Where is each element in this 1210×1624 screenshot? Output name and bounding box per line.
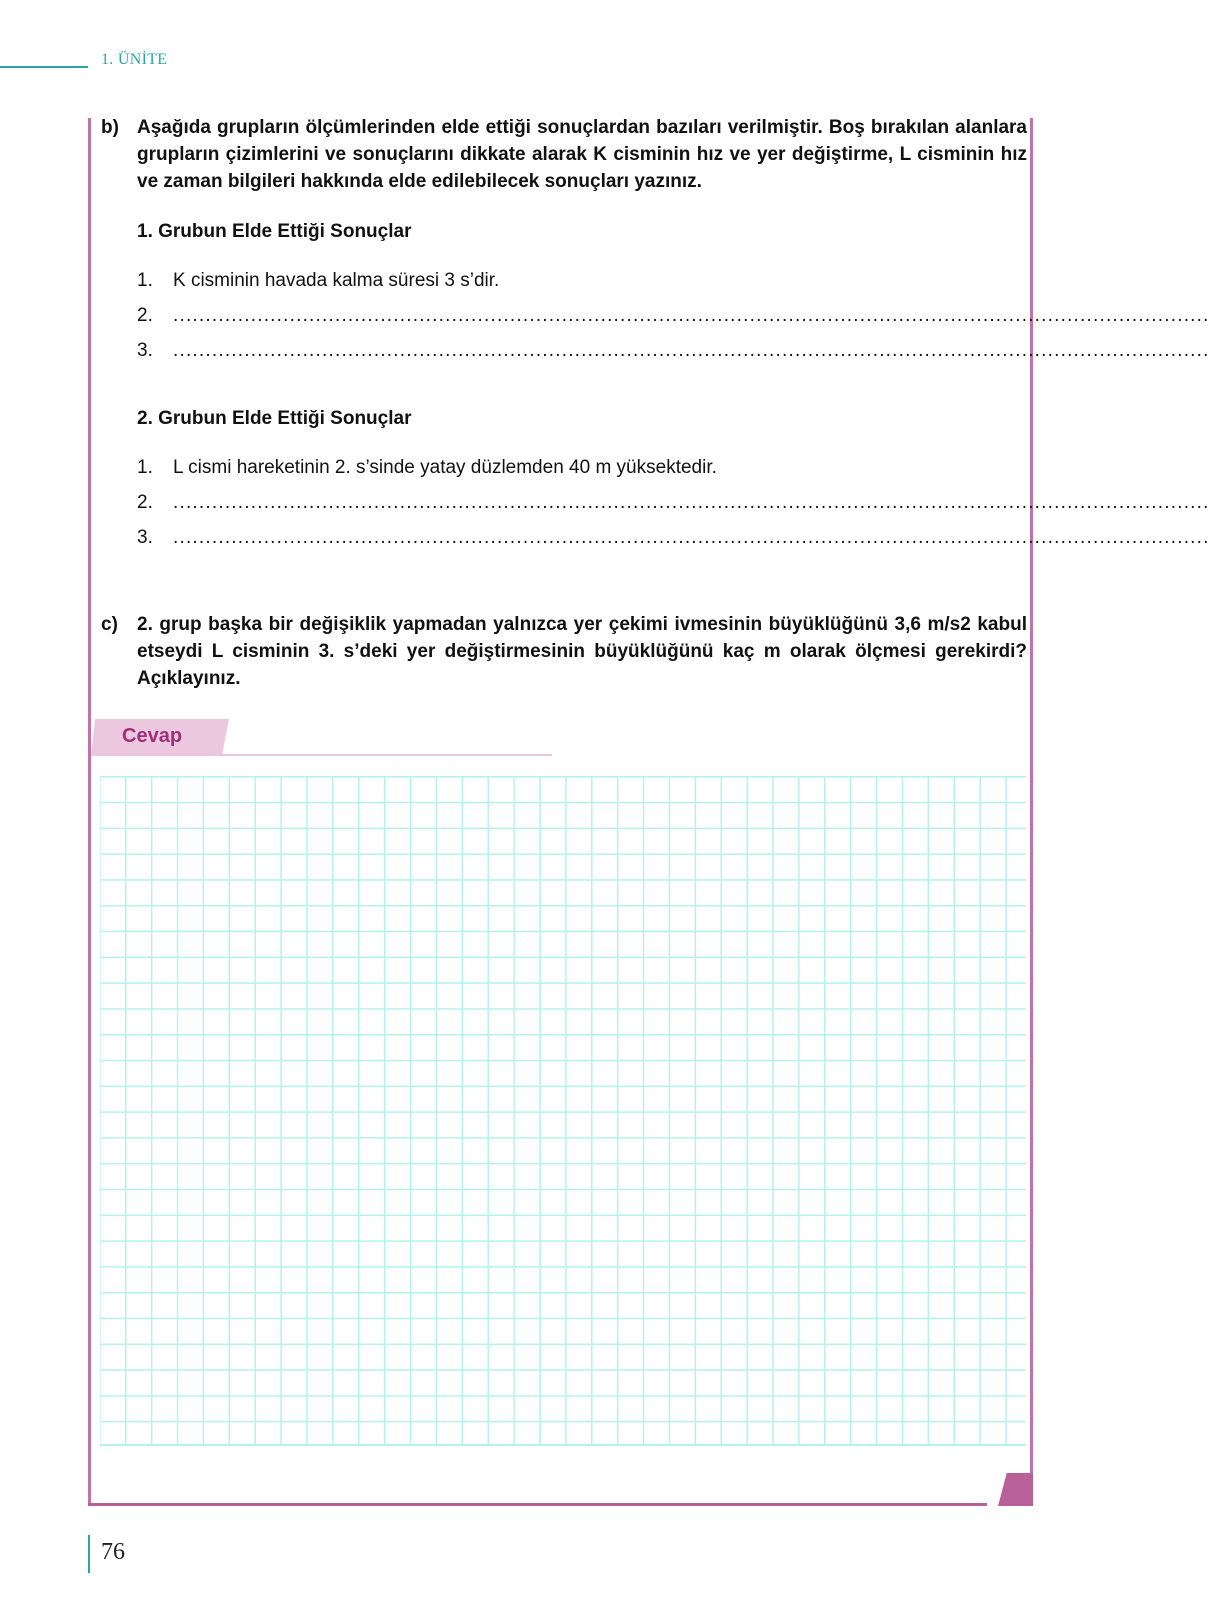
- frame-bottom-border: [88, 1503, 987, 1506]
- answer-blank[interactable]: ................................................................................................................................................................: [173, 527, 1210, 548]
- item-number: 3.: [137, 340, 153, 361]
- question-c-text: 2. grup başka bir değişiklik yapmadan yalnızca yer çekimi ivmesinin büyüklüğünü 3,6 m/s2 kabul etseydi L cisminin 3. s’deki yer değiştirmesinin büyüklüğünü kaç m olarak ölçmesi gerekirdi? Açıklayınız.: [137, 614, 1027, 689]
- answer-blank[interactable]: ................................................................................................................................................................: [173, 492, 1210, 513]
- header-rule: [0, 66, 88, 68]
- page-number: 76: [101, 1539, 125, 1565]
- group-2-item[interactable]: [137, 492, 1210, 514]
- item-number: 2.: [137, 305, 153, 326]
- answer-blank[interactable]: ................................................................................................................................................................: [173, 305, 1210, 326]
- group-2-title: 2. Grubun Elde Ettiği Sonuçlar: [137, 408, 412, 429]
- item-number: 3.: [137, 527, 153, 548]
- grid-bottom-line: [100, 1444, 1026, 1446]
- question-b-letter: b): [101, 117, 119, 138]
- question-c-letter: c): [101, 614, 118, 635]
- corner-tab-decoration: [998, 1473, 1033, 1506]
- answer-underline: [91, 754, 552, 756]
- item-number: 1.: [137, 270, 153, 291]
- group-1-title: 1. Grubun Elde Ettiği Sonuçlar: [137, 221, 412, 242]
- item-number: 1.: [137, 457, 153, 478]
- group-1-item: [137, 270, 1030, 292]
- unit-label: 1. ÜNİTE: [101, 51, 168, 68]
- group-2-item[interactable]: [137, 527, 1210, 549]
- item-number: 2.: [137, 492, 153, 513]
- question-b-text: Aşağıda grupların ölçümlerinden elde ettiği sonuçlardan bazıları verilmiştir. Boş bırakılan alanlara grupların çizimlerini ve sonuçlarını dikkate alarak K cisminin hız ve yer değiştirme, L cisminin hız ve zaman bilgileri hakkında elde edilebilecek sonuçları yazınız.: [137, 117, 1027, 192]
- group-1-item[interactable]: [137, 305, 1210, 327]
- item-text: L cismi hareketinin 2. s’sinde yatay düzlemden 40 m yüksektedir.: [173, 457, 717, 478]
- item-text: K cisminin havada kalma süresi 3 s’dir.: [173, 270, 500, 291]
- frame-left-border: [88, 118, 91, 1506]
- answer-blank[interactable]: ................................................................................................................................................................: [173, 340, 1210, 361]
- group-1-item[interactable]: [137, 340, 1210, 362]
- answer-label: Cevap: [122, 725, 183, 747]
- answer-grid-area[interactable]: [100, 776, 1026, 1446]
- group-2-item: [137, 457, 1030, 479]
- page-number-bar: [88, 1535, 90, 1573]
